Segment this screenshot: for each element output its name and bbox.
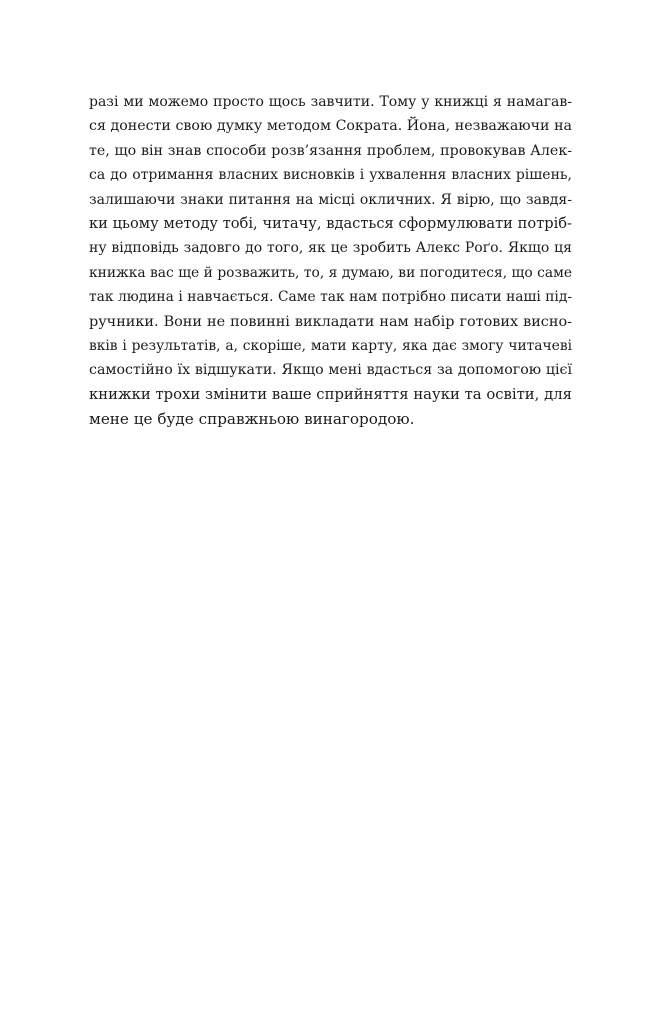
text-line: самостійно їх відшукати. Якщо мені вдасться за допомогою цієї [89, 362, 572, 379]
text-line: залишаючи знаки питання на місці окличних. Я вірю, що завдя- [89, 191, 572, 208]
text-line: вків і результатів, а, скоріше, мати карту, яка дає змогу читачеві [89, 337, 572, 354]
text-line: книжка вас ще й розважить, то, я думаю, ви погодитеся, що саме [89, 264, 572, 281]
text-line: так людина і навчається. Саме так нам потрібно писати наші під- [89, 289, 572, 306]
text-line: са до отримання власних висновків і ухвалення власних рішень, [89, 167, 572, 184]
text-line: ки цьому методу тобі, читачу, вдасться сформулювати потріб- [89, 214, 572, 232]
body-paragraph [89, 90, 572, 431]
text-line: те, що він знав способи розв’язання проблем, провокував Алек- [89, 142, 572, 159]
text-line: разі ми можемо просто щось завчити. Тому у книжці я намагав- [89, 94, 572, 110]
text-line: ну відповідь задовго до того, як це зробить Алекс Роґо. Якщо ця [89, 240, 572, 257]
text-line: ся донести свою думку методом Сократа. Йона, незважаючи на [89, 118, 572, 135]
text-line: ручники. Вони не повинні викладати нам набір готових висно- [89, 313, 572, 330]
text-line: мене це буде справжньою винагородою. [89, 410, 415, 429]
text-line: книжки трохи змінити ваше сприйняття науки та освіти, для [89, 385, 572, 403]
